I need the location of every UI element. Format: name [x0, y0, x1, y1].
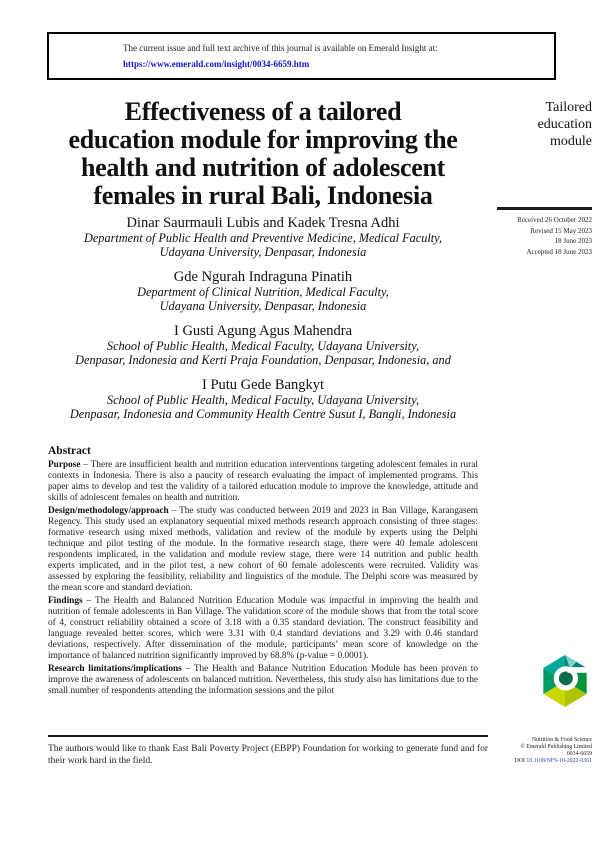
section-text: The study was conducted between 2019 and 2023 in Ban Village, Karangasem Regency. This study used an explanatory sequential mixed methods research approach consisting of three stages: formative research using mixed methods, validation and review of the module by experts using the Delphi technique and pilot testing of the module. In the formative research stage, there were 40 female adolescent respondents implicated, in the validation and module review stage, there were 14 nutrition and public health experts implicated, and in the pilot test, a new cohort of 60 female adolescents were recruited. Validity was assessed by exploring the feasibility, reliability and linguistics of the module. The Delphi score was measured by the mean score and standard deviation.: [48, 506, 478, 593]
author-name: Gde Ngurah Indraguna Pinatih: [173, 269, 353, 285]
title-line: females in rural Bali, Indonesia: [93, 181, 433, 210]
title-line: Effectiveness of a tailored: [124, 97, 402, 126]
section-label: Findings: [48, 596, 83, 606]
acknowledgement-footnote: [48, 735, 488, 767]
author-group: [48, 269, 478, 313]
abstract-purpose: [48, 460, 478, 504]
abstract-findings: [48, 596, 478, 662]
journal-imprint: [476, 737, 592, 765]
section-text: The Health and Balanced Nutrition Education Module was impactful in improving the health and nutrition of female adolescents in Ban Village. The validation score of the module shows that from the total score of 4, construct reliability obtained a score of 3.18 with a 0.35 standard deviation. The construct feasibility and language revealed better scores, which were 3.31 with 0.4 standard deviations and 3.29 with 0.46 standard deviations, respectively. After dissemination of the module, participants’ mean score of knowledge on the importance of balanced nutrition significantly improved by 68.8% (p-value = 0.0001).: [48, 596, 478, 661]
section-label: Research limitations/implications: [48, 664, 182, 674]
sidebar-divider: [497, 207, 592, 210]
availability-banner: [47, 32, 556, 80]
article-title: [48, 98, 478, 210]
sidebar: [497, 99, 592, 257]
history-date: Revised 15 May 2023: [530, 226, 592, 235]
doi-label: DOI: [514, 758, 525, 764]
title-line: health and nutrition of adolescent: [81, 153, 445, 182]
author-affiliation: School of Public Health, Medical Faculty, Udayana University,: [106, 339, 420, 353]
history-date: Accepted 18 June 2023: [526, 247, 592, 256]
journal-name: Nutrition & Food Science: [531, 737, 592, 743]
section-label: Design/methodology/approach: [48, 506, 169, 516]
author-affiliation: Department of Public Health and Preventive Medicine, Medical Faculty,: [83, 231, 443, 245]
doi-link[interactable]: 10.1108/NFS-10-2022-0361: [526, 758, 592, 764]
author-affiliation: Udayana University, Denpasar, Indonesia: [159, 298, 367, 313]
section-label: Purpose: [48, 460, 81, 470]
section-text: There are insufficient health and nutrition education interventions targeting adolescent females in rural contexts in Indonesia. There is also a paucity of research evaluating the impact of implemented programs. This paper aims to develop and test the validity of a tailored education module to improve the knowledge, attitude and skills of adolescent females on health and nutrition.: [48, 460, 478, 503]
article-history: [497, 215, 592, 257]
author-affiliation: Department of Clinical Nutrition, Medical Faculty,: [137, 285, 389, 299]
author-group: [48, 215, 478, 259]
label-separator: –: [168, 506, 180, 516]
acknowledgement-text: The authors would like to thank East Bali Poverty Project (EBPP) Foundation for working to generate fund and for their work hard in the field.: [48, 744, 488, 766]
author-affiliation: Denpasar, Indonesia and Community Health Centre Susut I, Bangli, Indonesia: [69, 406, 457, 421]
journal-issn: 0034-6659: [566, 751, 592, 757]
title-line: education module for improving the: [68, 125, 458, 154]
abstract-heading: Abstract: [48, 445, 91, 457]
author-affiliation: Denpasar, Indonesia and Kerti Praja Foundation, Denpasar, Indonesia, and: [75, 352, 451, 367]
history-date: Received 26 October 2022: [517, 216, 592, 224]
author-name: Dinar Saurmauli Lubis and Kadek Tresna Adhi: [126, 215, 400, 231]
emerald-hexagon-icon: [539, 654, 591, 708]
label-separator: –: [80, 460, 91, 470]
author-block: [48, 215, 478, 421]
author-affiliation: Udayana University, Denpasar, Indonesia: [159, 244, 367, 259]
doi-line: [476, 758, 592, 765]
journal-url-link[interactable]: https://www.emerald.com/insight/0034-6659.htm: [123, 59, 310, 69]
label-separator: –: [181, 664, 194, 674]
author-affiliation: School of Public Health, Medical Faculty, Udayana University,: [106, 393, 420, 407]
journal-copyright: © Emerald Publishing Limited: [520, 744, 592, 750]
emerald-logo-icon: [539, 654, 591, 708]
main-column: [48, 98, 478, 699]
label-separator: –: [82, 596, 96, 606]
author-group: [48, 323, 478, 367]
abstract-limitations: [48, 664, 478, 697]
abstract-section: [48, 445, 478, 697]
abstract-design: [48, 506, 478, 594]
running-head: Tailored education module: [537, 100, 592, 149]
author-name: I Gusti Agung Agus Mahendra: [173, 323, 352, 339]
author-name: I Putu Gede Bangkyt: [201, 377, 325, 393]
section-text: The Health and Balance Nutrition Education Module has been proven to improve the awareness of adolescents on balanced nutrition. Nevertheless, this study also has limitations due to the small number of respondents attending the information sessions and the pilot: [48, 664, 478, 696]
author-group: [48, 377, 478, 421]
history-date: 18 June 2023: [554, 237, 592, 245]
availability-text: The current issue and full text archive of this journal is available on Emerald Insight at:: [123, 43, 438, 53]
